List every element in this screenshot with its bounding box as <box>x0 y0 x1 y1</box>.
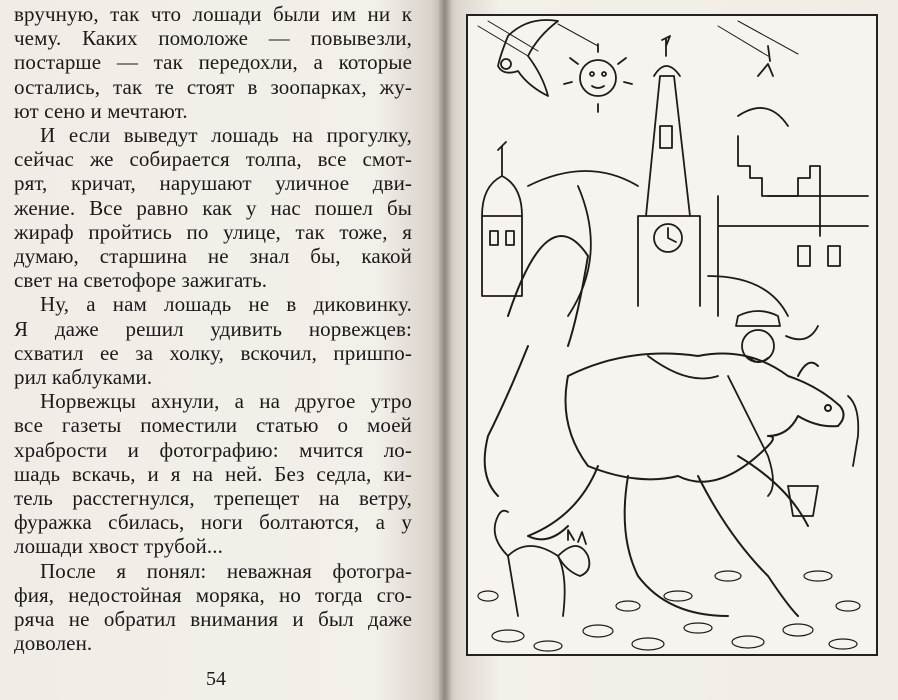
text-line: храбрости и фотографию: мчится ло- <box>14 437 412 462</box>
text-line: сейчас же собирается толпа, все смот- <box>14 147 412 172</box>
text-line: жираф пройтись по улице, так тоже, я <box>14 219 412 244</box>
text-line: свет на светофоре зажигать. <box>14 268 268 293</box>
text-line: Ну, а нам лошадь не в диковинку. <box>40 292 412 317</box>
text-line: рят, кричат, нарушают уличное дви- <box>14 171 412 196</box>
text-line: постарше — так передохли, а которые <box>14 50 412 75</box>
text-line: остались, так те стоят в зоопарках, жу- <box>14 74 412 99</box>
domed-building-drawing <box>482 142 522 296</box>
cobblestones-drawing <box>478 571 860 651</box>
text-line: фуражка сбилась, ноги болтаются, а у <box>14 510 412 535</box>
seagull-drawing <box>758 46 773 76</box>
text-line: Норвежцы ахнули, а на другое утро <box>40 389 412 414</box>
text-line: После я понял: неважная фотогра- <box>40 558 412 583</box>
page-number: 54 <box>206 668 226 690</box>
houses-drawing <box>718 108 868 316</box>
text-line: рил каблуками. <box>14 365 153 390</box>
road-swirl-drawing <box>528 171 788 316</box>
text-line: вручную, так что лошади были им ни к <box>14 2 412 26</box>
illustration-drawing <box>468 16 876 654</box>
text-line: схватил ее за холку, вскочил, пришпо- <box>14 340 412 365</box>
rider-drawing <box>648 311 818 496</box>
sun-drawing <box>564 44 632 112</box>
illustration <box>466 14 878 656</box>
clock-tower-drawing <box>638 36 700 306</box>
cat-drawing <box>495 511 590 616</box>
text-line: И если выведут лошадь на прогулку, <box>40 123 412 148</box>
horse-drawing <box>485 236 844 616</box>
text-line: чему. Каких помоложе — повывезли, <box>14 26 412 51</box>
text-line: лошади хвост трубой... <box>14 534 223 559</box>
text-line: думаю, старшина не знал бы, какой <box>14 244 412 269</box>
text-line: ряча не обратил внимания и был даже <box>14 607 412 632</box>
left-page <box>0 0 444 700</box>
sky-hatching <box>478 21 798 56</box>
text-line: ют сено и мечтают. <box>14 98 188 123</box>
page-text <box>14 2 412 655</box>
text-line: шадь вскачь, и я на ней. Без седла, ки- <box>14 461 412 486</box>
text-line: фия, недостойная моряка, но тогда сго- <box>14 582 412 607</box>
bystander-drawing <box>848 396 858 466</box>
text-line: жение. Все равно как у нас пошел бы <box>14 195 412 220</box>
text-line: Я даже решил удивить норвежцев: <box>14 316 412 341</box>
text-line: тель расстегнулся, трепещет на ветру, <box>14 486 412 511</box>
text-line: доволен. <box>14 631 93 656</box>
bird-drawing <box>498 20 558 96</box>
book-gutter <box>438 0 452 700</box>
text-line: все газеты поместили статью о моей <box>14 413 412 438</box>
